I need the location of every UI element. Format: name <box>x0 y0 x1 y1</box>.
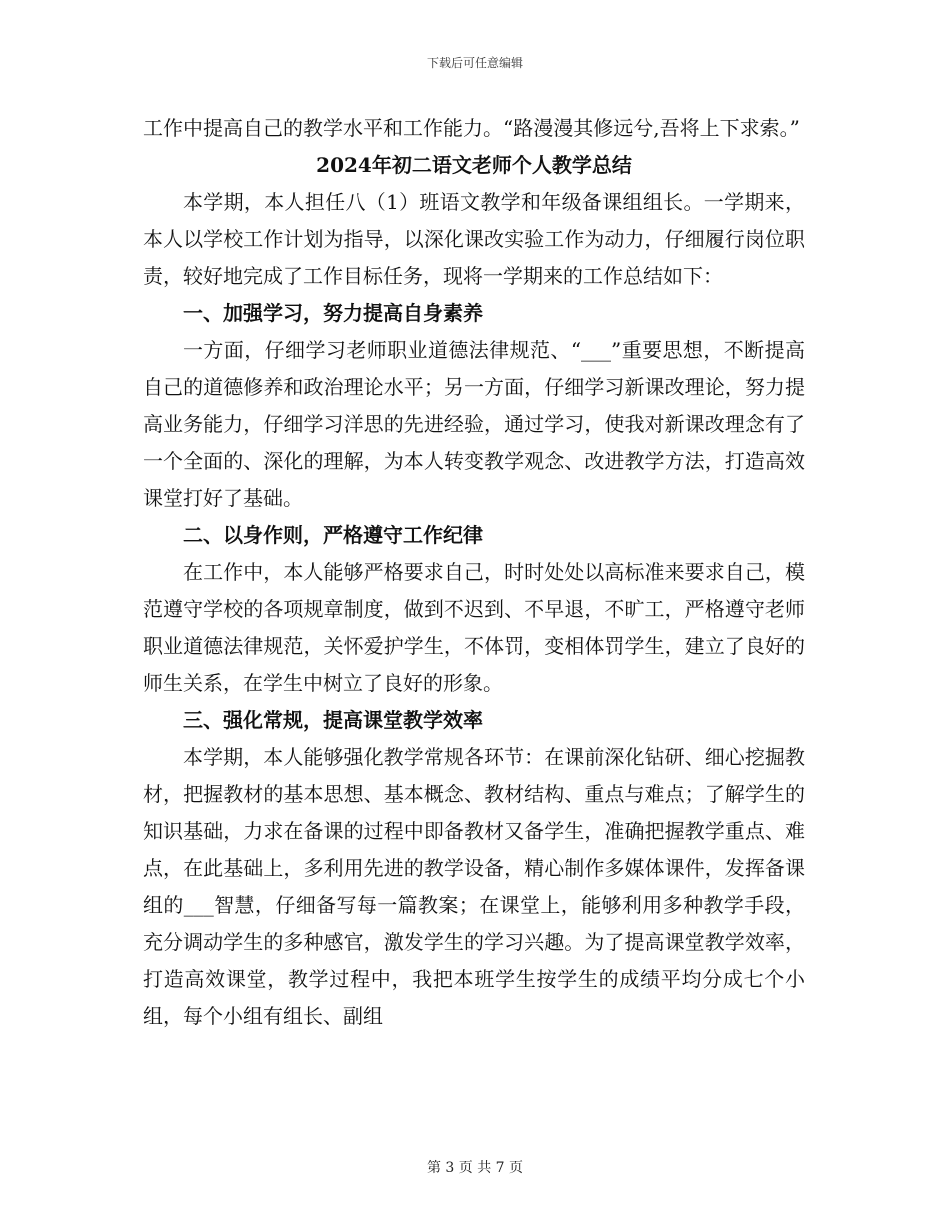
page-header-note: 下载后可任意编辑 <box>426 56 523 70</box>
section-3-paragraph: 本学期，本人能够强化教学常规各环节：在课前深化钻研、细心挖掘教材，把握教材的基本思想、基本概念、教材结构、重点与难点；了解学生的知识基础，力求在备课的过程中即备教材又备学生，准确把握教学重点、难点，在此基础上，多利用先进的教学设备，精心制作多媒体课件，发挥备课组的___智慧，仔细备写每一篇教案；在课堂上，能够利用多种教学手段，充分调动学生的多种感官，激发学生的学习兴趣。为了提高课堂教学效率，打造高效课堂，教学过程中，我把本班学生按学生的成绩平均分成七个小组，每个小组有组长、副组 <box>143 745 805 1028</box>
section-2-heading: 二、以身作则，严格遵守工作纪律 <box>183 523 483 547</box>
document-body <box>143 110 805 1035</box>
page-number-footer: 第 3 页 共 7 页 <box>426 1160 524 1176</box>
section-2-paragraph: 在工作中，本人能够严格要求自己，时时处处以高标准来要求自己，模范遵守学校的各项规章制度，做到不迟到、不早退，不旷工，严格遵守老师职业道德法律规范，关怀爱护学生，不体罚，变相体罚学生，建立了良好的师生关系，在学生中树立了良好的形象。 <box>143 560 805 695</box>
section-1-paragraph: 一方面，仔细学习老师职业道德法律规范、“___”重要思想，不断提高自己的道德修养和政治理论水平；另一方面，仔细学习新课改理论，努力提高业务能力，仔细学习洋思的先进经验，通过学习，使我对新课改理念有了一个全面的、深化的理解，为本人转变教学观念、改进教学方法，打造高效课堂打好了基础。 <box>143 338 805 510</box>
intro-paragraph: 本学期，本人担任八（1）班语文教学和年级备课组组长。一学期来，本人以学校工作计划为指导，以深化课改实验工作为动力，仔细履行岗位职责，较好地完成了工作目标任务，现将一学期来的工作总结如下： <box>143 190 805 288</box>
document-title: 2024年初二语文老师个人教学总结 <box>316 153 632 177</box>
section-3-heading: 三、强化常规，提高课堂教学效率 <box>183 708 483 732</box>
section-1-heading: 一、加强学习，努力提高自身素养 <box>183 301 483 325</box>
continuation-paragraph: 工作中提高自己的教学水平和工作能力。“路漫漫其修远兮,吾将上下求索。” <box>143 116 800 140</box>
